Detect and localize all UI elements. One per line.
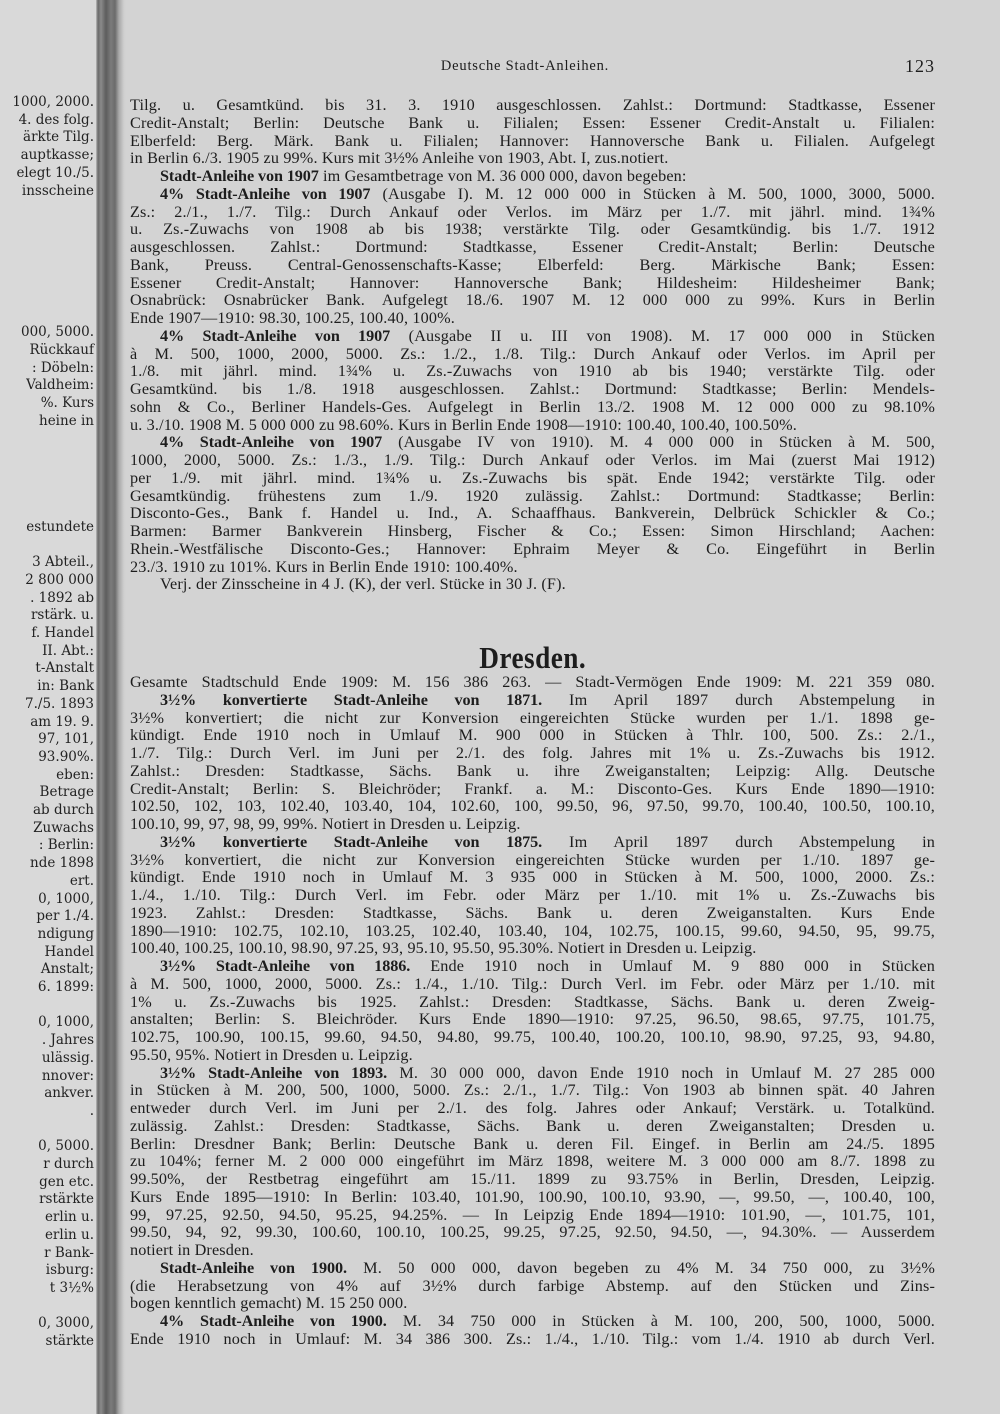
line-text: Bank, Preuss. Central-Genossenschafts-Kasse; Elberfeld: Berg. Märkische Bank; Essen: (130, 255, 935, 274)
line-text: 3½% konvertiert, die nicht zur Konversion eingereichten Stücke wurden per 1./10. 1897 ge- (130, 850, 935, 869)
text-line (130, 221, 935, 239)
text-line (130, 940, 935, 958)
text-line (130, 1047, 935, 1065)
text-line (130, 781, 935, 799)
facing-page-line: 0, 1000, (38, 890, 94, 907)
paragraph (130, 186, 935, 328)
paragraph (130, 1313, 935, 1349)
line-text: in Berlin 6./3. 1905 zu 99%. Kurs mit 3½% Anleihe von 1903, Abt. I, zus.notiert. (130, 149, 669, 168)
text-line (130, 727, 935, 745)
text-line (130, 310, 935, 328)
line-text: Osnabrück: Osnabrücker Bank. Aufgelegt 18./6. 1907 M. 12 000 000 zu 99%. Kurs in Berlin (130, 291, 935, 310)
paragraph (130, 328, 935, 435)
text-line (130, 923, 935, 941)
facing-page-line: Betrage (39, 784, 94, 801)
line-text: (Ausgabe I). M. 12 000 000 in Stücken à M. 500, 1000, 3000, 5000. (370, 184, 935, 203)
facing-page-line: per 1./4. (36, 908, 94, 925)
loan-title: 4% Stadt-Anleihe von 1907 (160, 326, 391, 345)
text-line (130, 292, 935, 310)
loan-title: 3½% Stadt-Anleihe von 1893. (160, 1063, 388, 1082)
line-text: Gesamtkünd. bis 1./8. 1918 ausgeschlossen. Zahlst.: Dortmund: Stadtkasse; Berlin: Mendels- (130, 380, 935, 398)
text-line (130, 576, 935, 594)
line-text: M. 34 750 000 in Stücken à M. 100, 200, 500, 1000, 5000. (386, 1312, 936, 1330)
facing-page-line: ab durch (32, 802, 94, 818)
facing-page-line: %. Kurs (40, 394, 94, 411)
text-line (130, 488, 935, 506)
facing-page-line: : Berlin: (38, 837, 94, 854)
line-text: 100.10, 99, 97, 98, 99, 99%. Notiert in Dresden u. Leipzig. (130, 815, 521, 833)
paragraph (130, 958, 935, 1065)
line-text: 99, 97.25, 92.50, 94.50, 95.25, 94.25%. — In Leipzig Ende 1894—1910: 101.90, —, 101.75, 101, (130, 1205, 935, 1224)
facing-page-line: in: Bank (37, 678, 94, 695)
line-text: 23./3. 1910 zu 101%. Kurs in Berlin Ende 1910: 100.40%. (130, 557, 518, 576)
facing-page-line: Rückkauf (29, 341, 94, 358)
line-text: 100.40, 100.25, 100.10, 98.90, 97.25, 93, 95.10, 95.50, 95.30%. Notiert in Dresden u. Leipzig. (130, 939, 757, 958)
facing-page-line: t-Anstalt (35, 660, 94, 677)
text-line (130, 692, 935, 710)
line-text: anstalten; Berlin: S. Bleichröder. Kurs Ende 1890—1910: 97.25, 96.50, 98.65, 97.75, 101.75, (130, 1010, 935, 1029)
facing-page-line: 0, 3000, (38, 1315, 94, 1332)
line-text: bogen kenntlich gemacht) M. 15 250 000. (130, 1294, 408, 1313)
text-line (130, 1260, 935, 1278)
facing-page-fragment (0, 0, 96, 1414)
line-text: Essener Credit-Anstalt; Hannover: Hannoversche Bank; Hildesheim: Hildesheimer Bank; (130, 273, 935, 292)
text-line (130, 710, 935, 728)
line-text: Gesamte Stadtschuld Ende 1909: M. 156 386 263. — Stadt-Vermögen Ende 1909: M. 221 359 080. (130, 673, 935, 691)
loan-title: 4% Stadt-Anleihe von 1907 (160, 184, 371, 203)
facing-page-line: r Bank- (44, 1244, 94, 1261)
facing-page-line: ankver. (44, 1085, 94, 1102)
facing-page-line: . Jahres (41, 1032, 94, 1049)
text-line (130, 275, 935, 293)
text-line (130, 505, 935, 523)
text-line (130, 1065, 935, 1083)
line-text: kündigt. Ende 1910 noch in Umlauf M. 3 935 000 in Stücken à M. 500, 1000, 2000. Zs.: (130, 868, 935, 887)
paragraph (130, 168, 935, 186)
line-text: Barmen: Barmer Bankverein Hinsberg, Fischer & Co.; Essen: Simon Hirschland; Aachen: (130, 522, 935, 540)
text-line (130, 97, 935, 115)
text-line (130, 976, 935, 994)
paragraph (130, 434, 935, 576)
text-line (130, 523, 935, 541)
paragraph (130, 674, 935, 692)
text-line (130, 434, 935, 452)
line-text: 102.75, 100.90, 100.15, 99.60, 94.50, 94.80, 99.75, 100.40, 100.20, 100.10, 98.90, 97.25, 93, 94.80, (130, 1028, 935, 1046)
line-text: 1./8. mit jährl. mind. 1¾% u. Zs.-Zuwachs von 1910 ab bis 1940; verstärkte Tilg. oder (130, 362, 935, 381)
city-heading (130, 640, 935, 676)
text-line (130, 239, 935, 257)
line-text: Gesamtkündig. frühestens zum 1./9. 1920 zulässig. Zahlst.: Dortmund: Stadtkasse; Berlin: (130, 486, 935, 505)
line-text: zu 104%; ferner M. 2 000 000 eingeführt im März 1898, weitere M. 3 000 000 am 8./7. 1898 zu (130, 1152, 935, 1171)
facing-page-line: 2 800 000 (25, 571, 94, 588)
text-line (130, 1118, 935, 1136)
text-line (130, 852, 935, 870)
line-text: Im April 1897 durch Abstempelung in (542, 832, 936, 851)
line-text: zulässig. Zahlst.: Dresden: Stadtkasse, Sächs. Bank u. deren Zweiganstalten; Dresden u. (130, 1116, 935, 1135)
line-text: 99.50%, der Restbetrag eingeführt am 15./11. 1899 zu 93.75% in Berlin, Dresden, Leipzig. (130, 1170, 935, 1188)
book-gutter (96, 0, 126, 1414)
text-line (130, 257, 935, 275)
facing-page-line: 0, 1000, (38, 1014, 94, 1031)
facing-page-line: eben: (56, 766, 94, 783)
facing-page-line: . (89, 1102, 94, 1119)
facing-page-line: nnover: (41, 1067, 94, 1084)
facing-page-line: ndigung (37, 925, 94, 942)
line-text: à M. 500, 1000, 2000, 5000. Zs.: 1./4., 1./10. Tilg.: Durch Verl. im Febr. oder März per 1./10. mit (130, 974, 935, 993)
facing-page-line: Valdheim: (26, 377, 94, 394)
text-line (130, 1100, 935, 1118)
line-text: 99.50, 94, 92, 99.30, 100.60, 100.10, 100.25, 99.25, 97.25, 92.50, 94.50, —, 94.30%. — Ausserdem (130, 1223, 935, 1242)
facing-page-line: erlin u. (44, 1226, 94, 1243)
text-line (130, 1207, 935, 1225)
line-text: (die Herabsetzung von 4% auf 3½% durch farbige Abstemp. auf den Stücken und Zins- (130, 1276, 935, 1295)
line-text: M. 50 000 000, davon begeben zu 4% M. 34 750 000, zu 3½% (346, 1258, 935, 1277)
text-line (130, 186, 935, 204)
facing-page-line: rstärkte (39, 1191, 94, 1208)
facing-page-line: f. Handel (31, 625, 94, 641)
text-line (130, 541, 935, 559)
line-text: 1% u. Zs.-Zuwachs bis 1925. Zahlst.: Dresden: Stadtkasse, Sächs. Bank u. deren Zweig- (130, 992, 935, 1011)
text-line (130, 1242, 935, 1260)
line-text: sohn & Co., Berliner Handels-Ges. Aufgelegt in Berlin 13./2. 1908 M. 12 000 000 zu 98.10% (130, 397, 935, 416)
text-line (130, 1189, 935, 1207)
text-line (130, 1029, 935, 1047)
facing-page-line: : Döbeln: (32, 359, 94, 376)
text-line (130, 1011, 935, 1029)
text-line (130, 798, 935, 816)
facing-page-line: isburg: (45, 1262, 94, 1279)
line-text: Zahlst.: Dresden: Stadtkasse, Sächs. Bank u. ihre Zweiganstalten; Leipzig: Allg. Deutsche (130, 761, 935, 780)
line-text: u. 3./10. 1908 M. 5 000 000 zu 98.60%. Kurs in Berlin Ende 1908—1910: 100.40, 100.40, 100.50%. (130, 415, 797, 434)
facing-page-line: 000, 5000. (21, 324, 94, 341)
facing-page-line: r durch (43, 1156, 94, 1172)
text-line (130, 887, 935, 905)
line-text: Elberfeld: Berg. Märk. Bank u. Filialen; Hannover: Hannoversche Bank u. Filialen. Aufgelegt (130, 131, 935, 150)
text-line (130, 133, 935, 151)
text-line (130, 470, 935, 488)
facing-page-line: . 1892 ab (30, 589, 94, 606)
facing-page-line: erlin u. (44, 1209, 94, 1226)
line-text: kündigt. Ende 1910 noch in Umlauf M. 900 000 in Stücken à Thlr. 100, 500. Zs.: 2./1., (130, 726, 935, 745)
line-text: Ende 1910 noch in Umlauf M. 9 880 000 in Stücken (410, 957, 935, 975)
text-line (130, 905, 935, 923)
paragraph (130, 576, 935, 594)
facing-page-line: insscheine (21, 182, 94, 199)
facing-page-line: gen etc. (39, 1173, 94, 1190)
paragraph (130, 1065, 935, 1260)
line-text: Im April 1897 durch Abstempelung in (542, 690, 936, 709)
text-line (130, 958, 935, 976)
facing-page-line: elegt 10./5. (16, 164, 94, 181)
line-text: Ende 1910 noch in Umlauf: M. 34 386 300. Zs.: 1./4., 1./10. Tilg.: vom 1./4. 1910 ab durch Verl. (130, 1329, 935, 1348)
loan-title: Stadt-Anleihe von 1900. (160, 1258, 347, 1277)
text-line (130, 381, 935, 399)
facing-page-line: auptkasse; (20, 147, 94, 164)
running-head: Deutsche Stadt-Anleihen. (440, 58, 610, 74)
text-line (130, 346, 935, 364)
loan-title: 4% Stadt-Anleihe von 1907 (160, 433, 383, 452)
line-text: à M. 500, 1000, 2000, 5000. Zs.: 1./2., 1./8. Tilg.: Durch Ankauf oder Verlos. im April per (130, 344, 935, 363)
facing-page-line: ulässig. (41, 1049, 94, 1066)
text-line (130, 150, 935, 168)
paragraph (130, 1260, 935, 1313)
section-dresden-loans (130, 674, 935, 1349)
text-line (130, 168, 935, 186)
line-text: notiert in Dresden. (130, 1241, 254, 1259)
text-line (130, 763, 935, 781)
text-line (130, 363, 935, 381)
line-text: in Stücken à M. 200, 500, 1000, 5000. Zs.: 2./1., 1./7. Tilg.: Von 1903 ab binnen spät. 40 Jahren (130, 1081, 935, 1100)
facing-page-line: 7./5. 1893 (25, 695, 94, 712)
facing-page-line: II. Abt.: (42, 642, 94, 659)
facing-page-line: rstärk. u. (30, 607, 94, 624)
facing-page-line: Zuwachs (33, 819, 94, 836)
line-text: Rhein.-Westfälische Disconto-Ges.; Hannover: Ephraim Meyer & Co. Eingeführt in Berlin (130, 539, 935, 558)
line-text: M. 30 000 000, davon Ende 1910 noch in Umlauf M. 27 285 000 (387, 1063, 935, 1082)
text-line (130, 816, 935, 834)
text-line (130, 1136, 935, 1154)
text-line (130, 674, 935, 692)
text-line (130, 115, 935, 133)
text-line (130, 1278, 935, 1296)
facing-page-line: estundete (26, 518, 94, 535)
page-number: 123 (905, 56, 935, 76)
text-line (130, 1313, 935, 1331)
text-line (130, 1153, 935, 1171)
loan-title: 4% Stadt-Anleihe von 1900. (160, 1312, 387, 1330)
text-line (130, 1224, 935, 1242)
facing-page-line: 4. des folg. (18, 111, 94, 128)
facing-page-line: heine in (39, 412, 94, 429)
facing-page-line: t 3½% (49, 1279, 94, 1296)
text-line (130, 452, 935, 470)
line-text: ausgeschlossen. Zahlst.: Dortmund: Stadtkasse, Essener Credit-Anstalt; Berlin: Deutsche (130, 238, 935, 256)
paragraph (130, 97, 935, 168)
line-text: 1./4., 1./10. Tilg.: Durch Verl. im Febr. oder März per 1./10. mit 1% u. Zs.-Zuwachs bis (130, 886, 935, 904)
facing-page-line: nde 1898 (30, 855, 94, 872)
line-text: u. Zs.-Zuwachs von 1908 ab bis 1938; verstärkte Tilg. oder Gesamtkündig. bis 1./7. 1912 (130, 220, 935, 239)
facing-page-line: ert. (69, 872, 94, 889)
line-text: 1923. Zahlst.: Dresden: Stadtkasse, Sächs. Bank u. deren Zweiganstalten. Kurs Ende (130, 903, 935, 922)
paragraph (130, 834, 935, 958)
text-line (130, 417, 935, 435)
facing-page-line: 3 Abteil., (32, 554, 94, 571)
text-line (130, 745, 935, 763)
text-line (130, 328, 935, 346)
line-text: 1./7. Tilg.: Durch Verl. im Juni per 2./1. des folg. Jahres mit 1% u. Zs.-Zuwachs bis 1912. (130, 744, 935, 762)
line-text: per 1./9. mit jährl. mind. 1¾% u. Zs.-Zuwachs bis spät. Ende 1942; verstärkte Tilg. oder (130, 468, 935, 487)
text-line (130, 399, 935, 417)
text-line (130, 559, 935, 577)
line-text: 102.50, 102, 103, 102.40, 103.40, 104, 102.60, 100, 99.50, 96, 97.50, 99.70, 100.40, 100.50, 100.10, (130, 797, 935, 816)
city-heading-text: Dresden. (479, 640, 586, 675)
line-text: Disconto-Ges., Bank f. Handel u. Ind., A. Schaaffhaus. Bankverein, Delbrück Schickler & Co.; (130, 504, 935, 523)
facing-page-line: ärkte Tilg. (23, 129, 94, 146)
line-text: (Ausgabe II u. III von 1908). M. 17 000 000 in Stücken (390, 326, 935, 345)
loan-title: 3½% konvertierte Stadt-Anleihe von 1875. (160, 832, 543, 851)
paragraph (130, 692, 935, 834)
line-text: Credit-Anstalt; Berlin: S. Bleichröder; Frankf. a. M.: Disconto-Ges. Kurs Ende 1890—1910: (130, 779, 935, 798)
facing-page-line: Anstalt; (40, 961, 94, 978)
facing-page-line: 97, 101, (38, 731, 94, 748)
line-text: 3½% konvertiert; die nicht zur Konversion eingereichten Stücke wurden per 1./1. 1898 ge- (130, 708, 935, 727)
line-text: entweder durch Verl. im Juni per 2./1. des folg. Jahres oder Ankauf; Verstärk. u. Totalkünd. (130, 1099, 935, 1117)
line-text: Ende 1907—1910: 98.30, 100.25, 100.40, 100%. (130, 309, 455, 327)
line-text: Kurs Ende 1895—1910: In Berlin: 103.40, 101.90, 100.90, 100.10, 93.90, —, 99.50, —, 100.40, 100, (130, 1187, 935, 1206)
facing-page-line: 0, 5000. (38, 1138, 94, 1155)
line-text: 1890—1910: 102.75, 102.10, 103.25, 102.40, 103.40, 104, 102.75, 100.15, 99.60, 94.50, 95, 99.75, (130, 921, 935, 940)
text-line (130, 1295, 935, 1313)
facing-page-line: am 19. 9. (30, 713, 94, 730)
line-text: 1000, 2000, 5000. Zs.: 1./3., 1./9. Tilg.: Durch Ankauf oder Verlos. im Mai (zuerst Mai 1912) (130, 451, 935, 469)
facing-page-line: Handel (44, 943, 94, 960)
text-line (130, 994, 935, 1012)
line-text: Verj. der Zinsscheine in 4 J. (K), der verl. Stücke in 30 J. (F). (160, 575, 566, 594)
facing-page-line: 6. 1899: (37, 979, 94, 995)
loan-title: 3½% konvertierte Stadt-Anleihe von 1871. (160, 690, 543, 709)
text-line (130, 1082, 935, 1100)
text-line (130, 1331, 935, 1349)
line-text: Berlin: Dresdner Bank; Berlin: Deutsche Bank u. deren Fil. Eingef. in Berlin am 24./5. 1895 (130, 1134, 935, 1153)
line-text: im Gesamtbetrage von M. 36 000 000, davon begeben: (318, 167, 687, 185)
section-previous-city-loans (130, 97, 935, 594)
loan-title: 3½% Stadt-Anleihe von 1886. (160, 957, 411, 975)
facing-page-line: stärkte (45, 1333, 94, 1349)
text-line (130, 834, 935, 852)
text-line (130, 869, 935, 887)
line-text: Zs.: 2./1., 1./7. Tilg.: Durch Ankauf oder Verlos. im März per 1./7. mit jährl. mind. 1¾% (130, 202, 935, 221)
line-text: 95.50, 95%. Notiert in Dresden u. Leipzig. (130, 1045, 413, 1064)
line-text: (Ausgabe IV von 1910). M. 4 000 000 in Stücken à M. 500, (382, 433, 935, 452)
facing-page-line: 1000, 2000. (12, 94, 94, 110)
facing-page-line: 93.90%. (38, 748, 94, 765)
text-line (130, 204, 935, 222)
text-line (130, 1171, 935, 1189)
line-text: Credit-Anstalt; Berlin: Deutsche Bank u. Filialen; Essen: Essener Credit-Anstalt u. Filialen: (130, 113, 935, 132)
line-text: Tilg. u. Gesamtkünd. bis 31. 3. 1910 ausgeschlossen. Zahlst.: Dortmund: Stadtkasse, Essener (130, 96, 935, 114)
loan-title: Stadt-Anleihe von 1907 (160, 167, 319, 185)
